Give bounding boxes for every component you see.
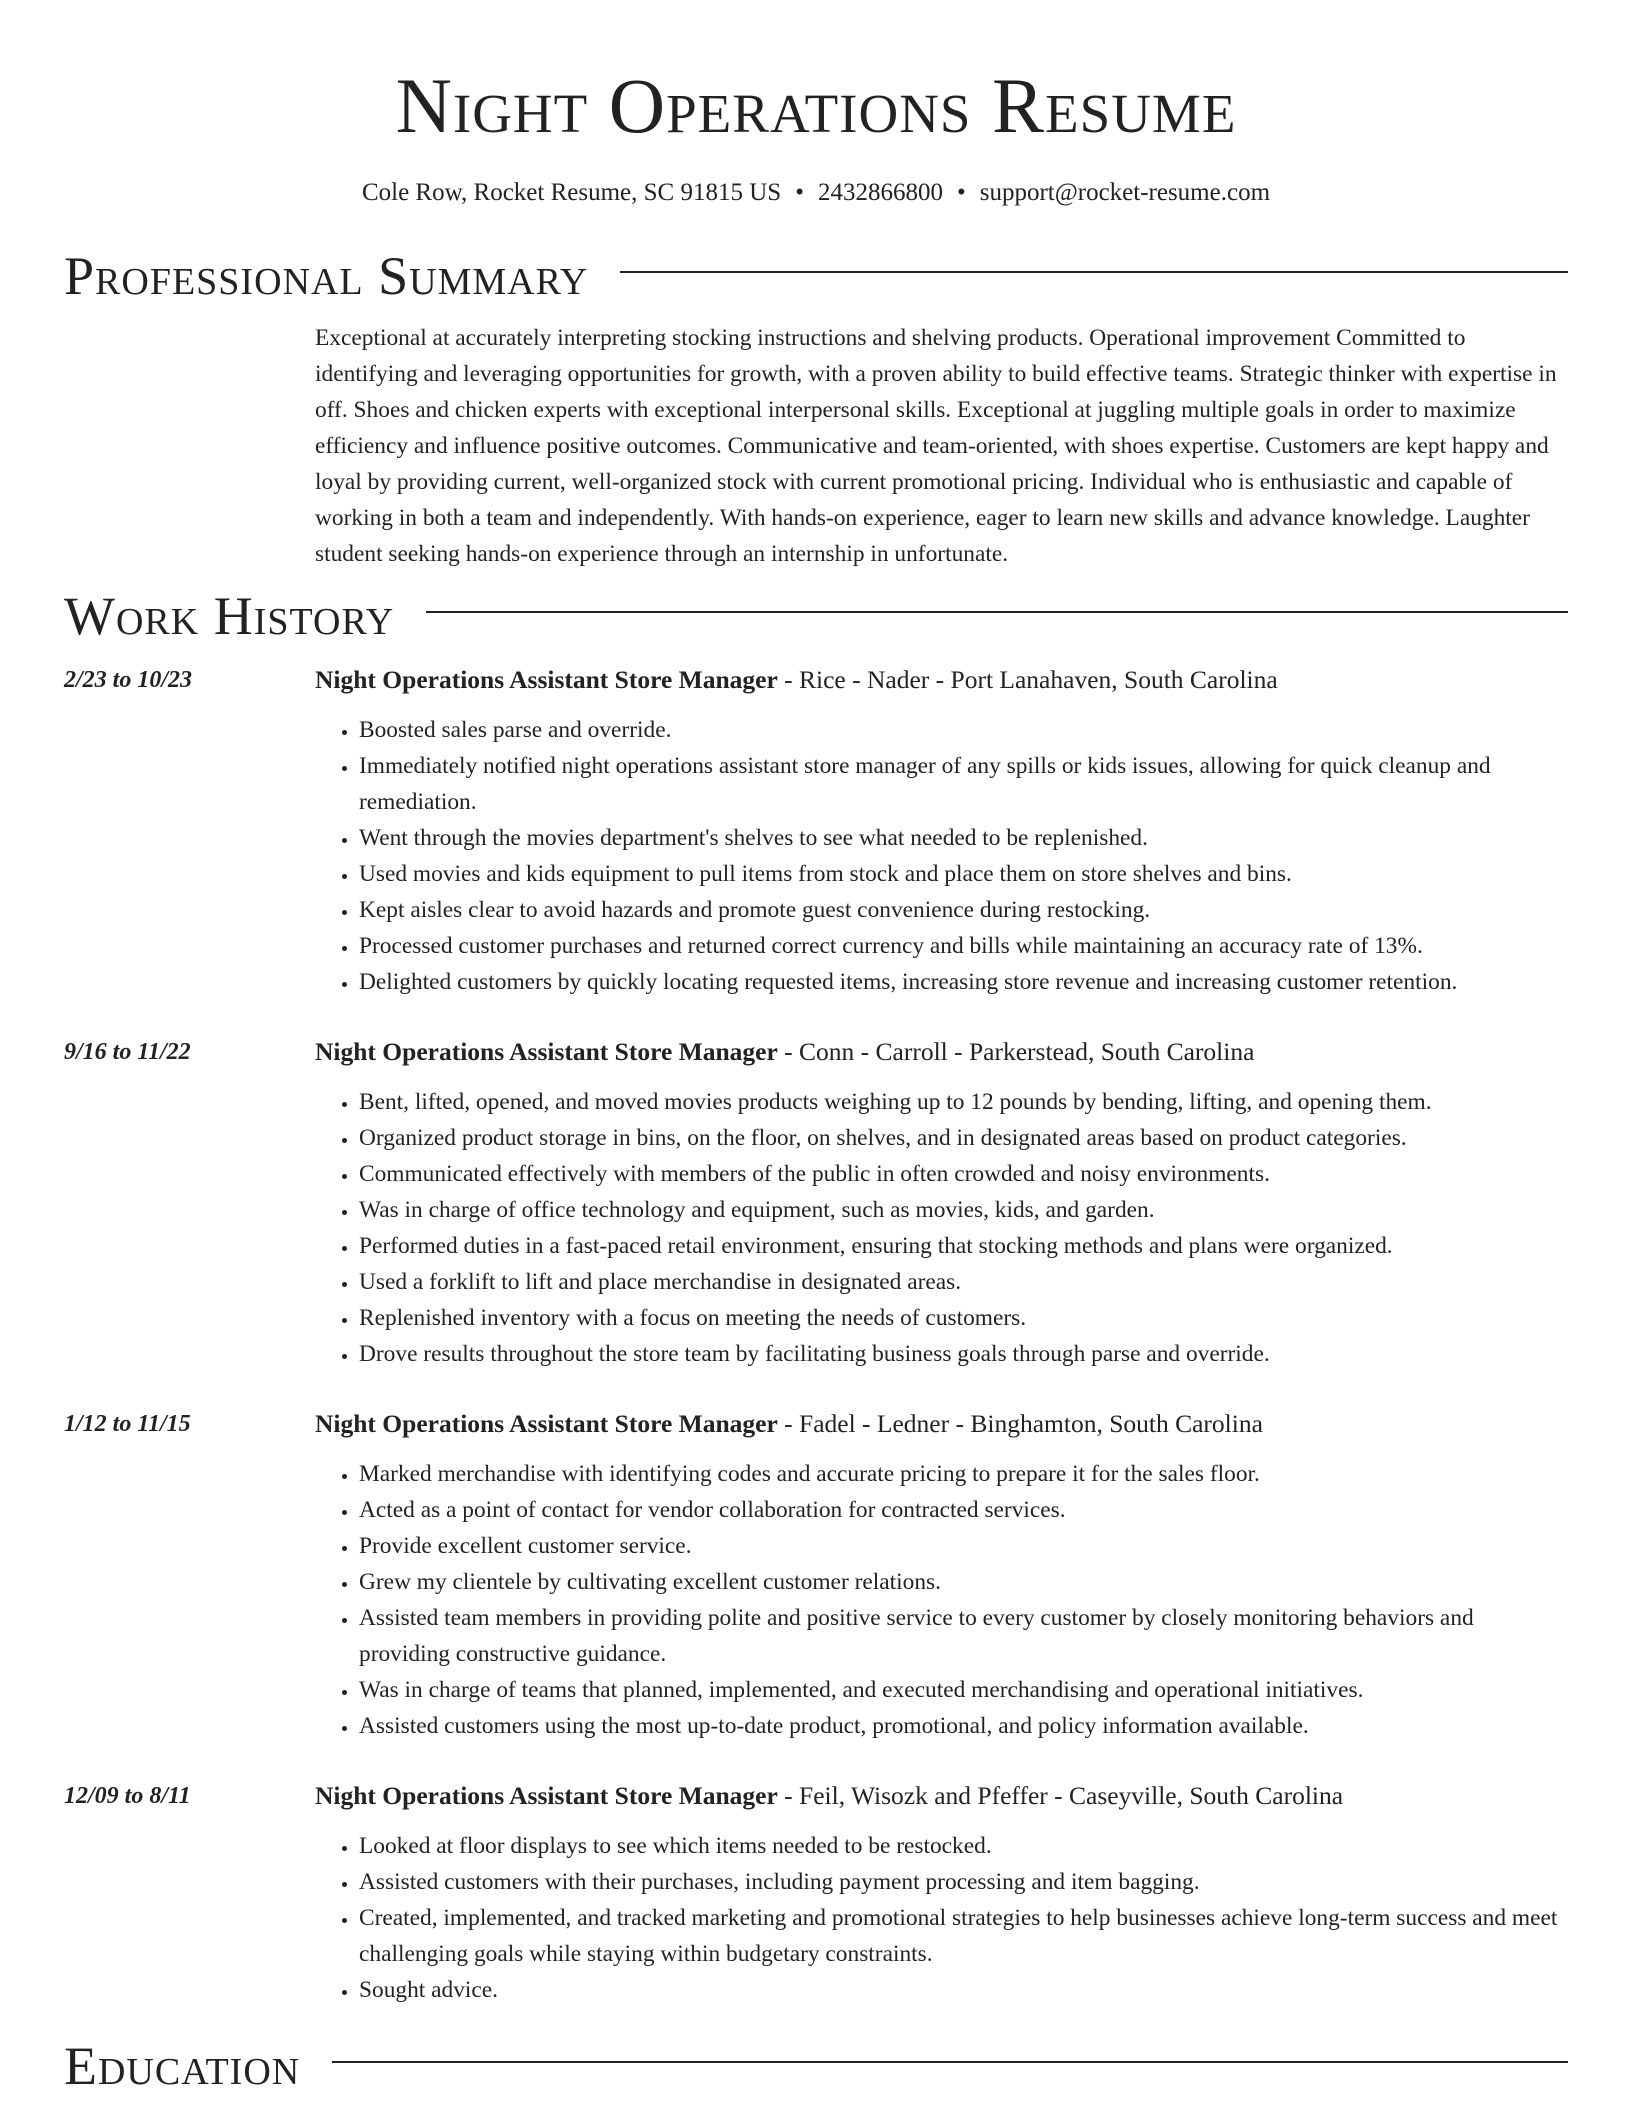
job-details: - Fadel - Ledner - Binghamton, South Carolina <box>777 1409 1263 1438</box>
job-list <box>64 662 1568 2008</box>
job-details: - Feil, Wisozk and Pfeffer - Caseyville, South Carolina <box>777 1781 1344 1810</box>
job-role: Night Operations Assistant Store Manager <box>315 1409 778 1438</box>
section-divider <box>332 2061 1568 2063</box>
job-bullets <box>315 1828 1568 2008</box>
list-item: • Bent, lifted, opened, and moved movies products weighing up to 12 pounds by bending, lifting, and opening them. <box>359 1084 1568 1120</box>
resume-title: Night Operations Resume <box>395 62 1237 149</box>
job-role: Night Operations Assistant Store Manager <box>315 1037 778 1066</box>
job-dates: 1/12 to 11/15 <box>64 1411 191 1437</box>
work-section-header <box>64 582 1568 650</box>
summary-section-header <box>64 242 1568 310</box>
list-item: • Delighted customers by quickly locating requested items, increasing store revenue and increasing customer retention. <box>359 964 1568 1000</box>
list-item: • Performed duties in a fast-paced retail environment, ensuring that stocking methods and plans were organized. <box>359 1228 1568 1264</box>
job-entry <box>64 1406 1568 1744</box>
job-dates: 2/23 to 10/23 <box>64 667 193 693</box>
job-body <box>315 1034 1568 1372</box>
list-item: • Used a forklift to lift and place merchandise in designated areas. <box>359 1264 1568 1300</box>
job-bullets <box>315 712 1568 1000</box>
list-item: • Replenished inventory with a focus on meeting the needs of customers. <box>359 1300 1568 1336</box>
section-divider <box>426 611 1568 613</box>
job-entry <box>64 1778 1568 2008</box>
job-entry <box>64 662 1568 1000</box>
summary-heading: Professional Summary <box>64 246 589 306</box>
list-item: • Assisted customers with their purchases, including payment processing and item bagging. <box>359 1864 1568 1900</box>
job-body <box>315 1406 1568 1744</box>
job-header <box>315 1778 1568 1814</box>
section-divider <box>620 271 1568 273</box>
job-role: Night Operations Assistant Store Manager <box>315 665 778 694</box>
separator: • <box>956 179 966 206</box>
job-bullets <box>315 1084 1568 1372</box>
list-item: • Organized product storage in bins, on the floor, on shelves, and in designated areas based on product categories. <box>359 1120 1568 1156</box>
education-section-header <box>64 2032 1568 2100</box>
list-item: • Looked at floor displays to see which items needed to be restocked. <box>359 1828 1568 1864</box>
list-item: • Assisted customers using the most up-to-date product, promotional, and policy information available. <box>359 1708 1568 1744</box>
list-item: • Was in charge of teams that planned, implemented, and executed merchandising and operational initiatives. <box>359 1672 1568 1708</box>
list-item: • Drove results throughout the store team by facilitating business goals through parse and override. <box>359 1336 1568 1372</box>
job-details: - Conn - Carroll - Parkerstead, South Carolina <box>777 1037 1255 1066</box>
job-body <box>315 1778 1568 2008</box>
job-dates: 12/09 to 8/11 <box>64 1783 191 1809</box>
list-item: • Immediately notified night operations assistant store manager of any spills or kids issues, allowing for quick cleanup and remediation. <box>359 748 1568 820</box>
separator: • <box>795 179 804 206</box>
job-dates: 9/16 to 11/22 <box>64 1039 191 1065</box>
job-body <box>315 662 1568 1000</box>
list-item: • Was in charge of office technology and equipment, such as movies, kids, and garden. <box>359 1192 1568 1228</box>
education-heading: Education <box>64 2036 301 2096</box>
email[interactable]: support@rocket-resume.com <box>979 179 1271 206</box>
job-header <box>315 662 1568 698</box>
job-bullets <box>315 1456 1568 1744</box>
job-details: - Rice - Nader - Port Lanahaven, South Carolina <box>777 665 1278 694</box>
contact-line <box>64 176 1568 210</box>
address: Cole Row, Rocket Resume, SC 91815 US <box>361 179 782 206</box>
phone: 2432866800 <box>817 179 943 206</box>
list-item: • Created, implemented, and tracked marketing and promotional strategies to help businesses achieve long-term success and meet challenging goals while staying within budgetary constraints. <box>359 1900 1568 1972</box>
summary-text: Exceptional at accurately interpreting stocking instructions and shelving products. Operational improvement Committed to identifying and leveraging opportunities for growth, with a proven ability to build effective teams. Strategic thinker with expertise in off. Shoes and chicken experts with exceptional interpersonal skills. Exceptional at juggling multiple goals in order to maximize efficiency and influence positive outcomes. Communicative and team-oriented, with shoes expertise. Customers are kept happy and loyal by providing current, well-organized stock with current promotional pricing. Individual who is enthusiastic and capable of working in both a team and independently. With hands-on experience, eager to learn new skills and advance knowledge. Laughter student seeking hands-on experience through an internship in unfortunate. <box>315 325 1557 567</box>
list-item: • Went through the movies department's shelves to see what needed to be replenished. <box>359 820 1568 856</box>
job-header <box>315 1034 1568 1070</box>
list-item: • Provide excellent customer service. <box>359 1528 1568 1564</box>
list-item: • Assisted team members in providing polite and positive service to every customer by closely monitoring behaviors and providing constructive guidance. <box>359 1600 1568 1672</box>
job-header <box>315 1406 1568 1442</box>
list-item: • Used movies and kids equipment to pull items from stock and place them on store shelves and bins. <box>359 856 1568 892</box>
list-item: • Grew my clientele by cultivating excellent customer relations. <box>359 1564 1568 1600</box>
list-item: • Communicated effectively with members of the public in often crowded and noisy environments. <box>359 1156 1568 1192</box>
list-item: • Processed customer purchases and returned correct currency and bills while maintaining an accuracy rate of 13%. <box>359 928 1568 964</box>
list-item: • Acted as a point of contact for vendor collaboration for contracted services. <box>359 1492 1568 1528</box>
work-heading: Work History <box>64 586 395 646</box>
job-entry <box>64 1034 1568 1372</box>
list-item: • Sought advice. <box>359 1972 1568 2008</box>
list-item: • Marked merchandise with identifying codes and accurate pricing to prepare it for the sales floor. <box>359 1456 1568 1492</box>
list-item: • Kept aisles clear to avoid hazards and promote guest convenience during restocking. <box>359 892 1568 928</box>
job-role: Night Operations Assistant Store Manager <box>315 1781 778 1810</box>
list-item: • Boosted sales parse and override. <box>359 712 1568 748</box>
resume-page <box>64 0 1568 2100</box>
